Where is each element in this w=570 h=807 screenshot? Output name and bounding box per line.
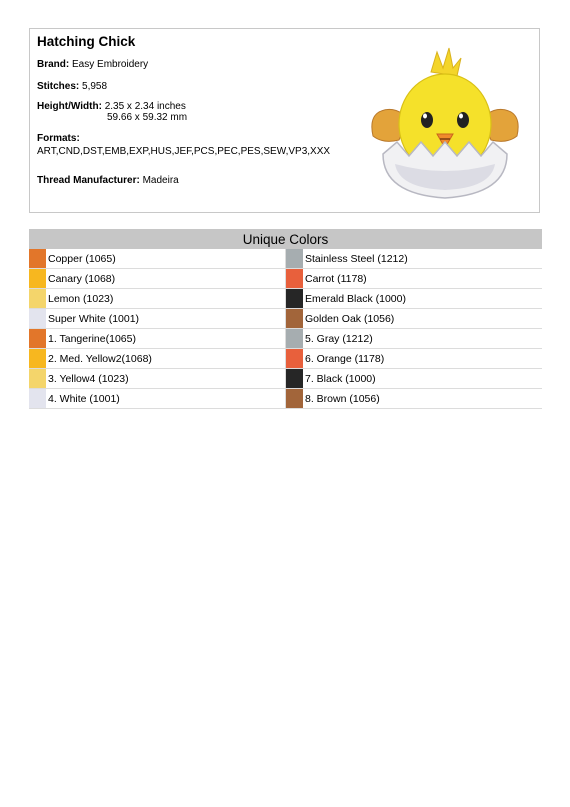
- color-label: 3. Yellow4 (1023): [48, 373, 129, 385]
- color-label: 2. Med. Yellow2(1068): [48, 353, 152, 365]
- color-cell-right: [286, 289, 542, 308]
- color-cell-left: [29, 309, 286, 328]
- color-label: Canary (1068): [48, 273, 116, 285]
- product-info-box: [29, 28, 540, 213]
- dimensions-label: Height/Width:: [37, 101, 102, 112]
- unique-colors-table: [29, 229, 542, 409]
- color-cell-left: [29, 349, 286, 368]
- thread-value: Madeira: [142, 175, 179, 186]
- color-cell-left: [29, 389, 286, 408]
- color-cell-right: [286, 349, 542, 368]
- color-rows: [29, 249, 542, 409]
- color-cell-left: [29, 329, 286, 348]
- color-cell-left: [29, 269, 286, 288]
- stitches-field: [37, 81, 107, 92]
- color-swatch: [29, 369, 46, 388]
- dimensions-field: [37, 101, 186, 112]
- stitches-label: Stitches:: [37, 81, 80, 92]
- dimensions-mm: 59.66 x 59.32 mm: [107, 112, 188, 123]
- color-swatch: [286, 289, 303, 308]
- color-label: 4. White (1001): [48, 393, 120, 405]
- color-row: [29, 249, 542, 269]
- color-swatch: [29, 289, 46, 308]
- color-label: 8. Brown (1056): [305, 393, 380, 405]
- formats-value: ART,CND,DST,EMB,EXP,HUS,JEF,PCS,PEC,PES,SEW,VP3,XXX: [37, 146, 331, 157]
- color-label: Stainless Steel (1212): [305, 253, 408, 265]
- brand-label: Brand:: [37, 59, 70, 70]
- color-cell-left: [29, 369, 286, 388]
- color-swatch: [286, 309, 303, 328]
- color-swatch: [29, 389, 46, 408]
- color-label: Copper (1065): [48, 253, 116, 265]
- color-swatch: [29, 349, 46, 368]
- color-swatch: [29, 329, 46, 348]
- color-row: [29, 289, 542, 309]
- brand-value: Easy Embroidery: [72, 59, 149, 70]
- color-swatch: [286, 349, 303, 368]
- color-cell-right: [286, 369, 542, 388]
- color-label: 1. Tangerine(1065): [48, 333, 136, 345]
- color-swatch: [286, 249, 303, 268]
- color-label: Emerald Black (1000): [305, 293, 406, 305]
- color-cell-right: [286, 389, 542, 408]
- color-row: [29, 389, 542, 409]
- color-row: [29, 349, 542, 369]
- brand-field: [37, 59, 148, 70]
- color-row: [29, 269, 542, 289]
- color-cell-right: [286, 329, 542, 348]
- color-row: [29, 369, 542, 389]
- thread-label: Thread Manufacturer:: [37, 175, 140, 186]
- color-label: Lemon (1023): [48, 293, 114, 305]
- color-cell-right: [286, 269, 542, 288]
- color-cell-right: [286, 309, 542, 328]
- color-label: 5. Gray (1212): [305, 333, 373, 345]
- color-swatch: [29, 269, 46, 288]
- color-swatch: [29, 309, 46, 328]
- color-swatch: [286, 329, 303, 348]
- thread-field: [37, 175, 179, 186]
- formats-label: Formats:: [37, 133, 80, 144]
- color-swatch: [286, 369, 303, 388]
- color-swatch: [286, 269, 303, 288]
- dimensions-inches: 2.35 x 2.34 inches: [104, 101, 186, 112]
- color-label: Carrot (1178): [305, 273, 367, 285]
- unique-colors-title: Unique Colors: [29, 229, 542, 249]
- color-cell-left: [29, 289, 286, 308]
- color-label: Super White (1001): [48, 313, 140, 325]
- color-swatch: [29, 249, 46, 268]
- stitches-value: 5,958: [82, 81, 108, 92]
- color-swatch: [286, 389, 303, 408]
- color-row: [29, 329, 542, 349]
- formats-label-field: [37, 133, 80, 144]
- product-title: Hatching Chick: [37, 34, 136, 49]
- color-cell-left: [29, 249, 286, 268]
- color-label: 6. Orange (1178): [305, 353, 385, 365]
- hatching-chick-design-image: [365, 44, 525, 204]
- color-label: Golden Oak (1056): [305, 313, 395, 325]
- color-label: 7. Black (1000): [305, 373, 376, 385]
- color-cell-right: [286, 249, 542, 268]
- color-row: [29, 309, 542, 329]
